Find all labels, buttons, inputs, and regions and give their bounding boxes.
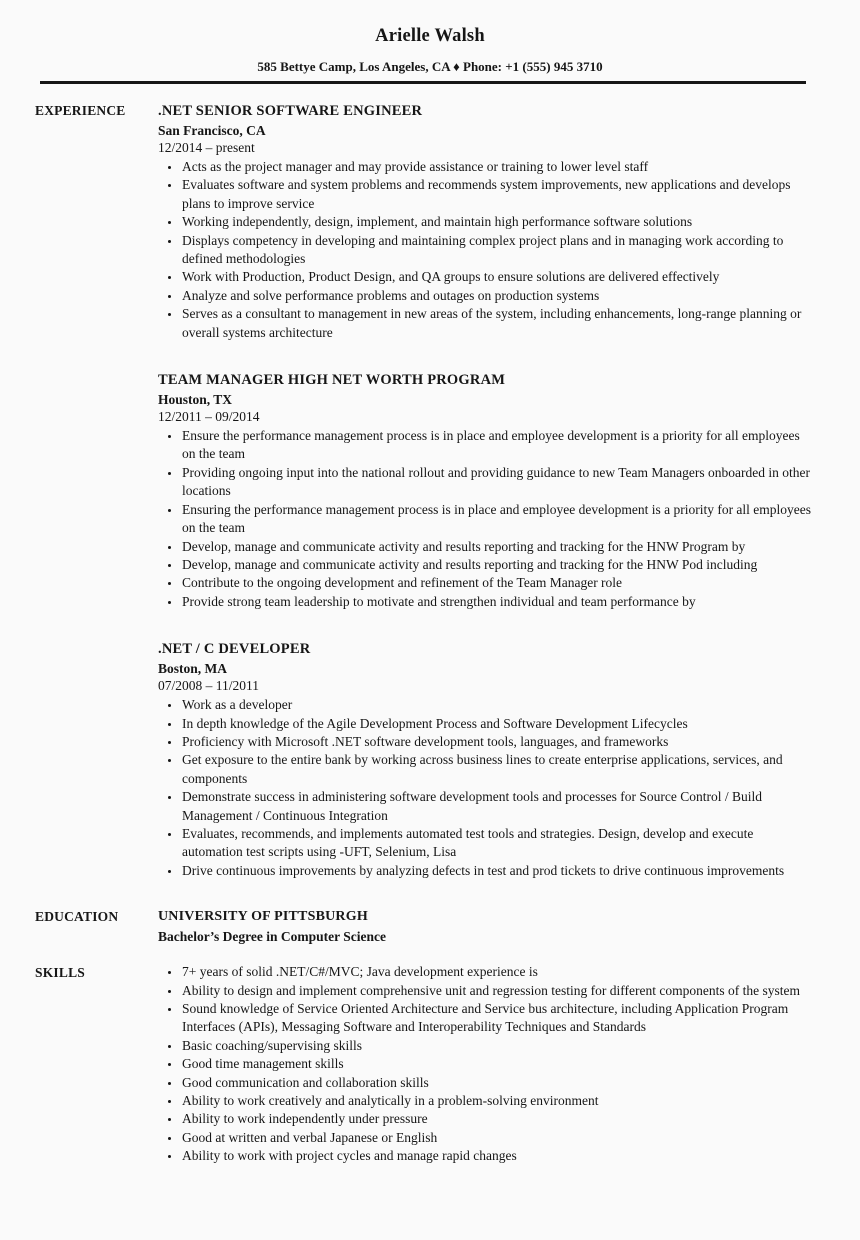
- section-label-experience: EXPERIENCE: [35, 103, 126, 118]
- bullet-item: • Providing ongoing input into the national rollout and providing guidance to new Team Managers onboarded in other locations: [181, 464, 812, 501]
- skill-item: • Sound knowledge of Service Oriented Architecture and Service bus architecture, including Application Program Interfaces (APIs), Messaging Software and Interoperability Techniques and Standards: [181, 1000, 812, 1037]
- job-location: San Francisco, CA: [158, 123, 266, 138]
- job-dates: 12/2014 – present: [158, 140, 255, 155]
- skill-item: • Basic coaching/supervising skills: [181, 1037, 812, 1055]
- header-divider: [40, 81, 806, 84]
- bullet-item: • Demonstrate success in administering software development tools and processes for Source Control / Build Management / Continuous Integration: [181, 788, 812, 825]
- contact-line: 585 Bettye Camp, Los Angeles, CA ♦ Phone: +1 (555) 945 3710: [257, 59, 603, 74]
- skill-item: • Ability to work independently under pressure: [181, 1110, 812, 1128]
- degree: Bachelor’s Degree in Computer Science: [158, 929, 386, 945]
- bullet-item: • Evaluates software and system problems and recommends system improvements, new applications and develops plans to improve service: [181, 176, 812, 213]
- skills-section: [35, 963, 812, 1165]
- school-name: UNIVERSITY OF PITTSBURGH: [158, 909, 368, 925]
- job-title: .NET SENIOR SOFTWARE ENGINEER: [158, 103, 423, 119]
- education-section: [35, 907, 812, 946]
- job-dates: 12/2011 – 09/2014: [158, 409, 260, 425]
- job-location: Boston, MA: [158, 661, 228, 677]
- section-label-skills: SKILLS: [35, 965, 85, 981]
- bullet-item: • Develop, manage and communicate activity and results reporting and tracking for the HNW Pod including: [181, 556, 812, 574]
- bullet-item: • Analyze and solve performance problems and outages on production systems: [181, 287, 812, 305]
- experience-content: [158, 101, 812, 880]
- bullet-item: • Proficiency with Microsoft .NET software development tools, languages, and frameworks: [181, 733, 812, 751]
- job-entry: [158, 101, 812, 342]
- bullet-item: • Evaluates, recommends, and implements automated test tools and strategies. Design, develop and execute automation test scripts using -UFT, Selenium, Lisa: [181, 825, 812, 862]
- skill-item: • 7+ years of solid .NET/C#/MVC; Java development experience is: [181, 963, 812, 981]
- bullet-item: • In depth knowledge of the Agile Development Process and Software Development Lifecycles: [181, 715, 812, 733]
- job-title: TEAM MANAGER HIGH NET WORTH PROGRAM: [158, 372, 506, 389]
- bullet-item: • Serves as a consultant to management in new areas of the system, including enhancements, long-range planning or overall systems architecture: [181, 305, 812, 342]
- skill-item: • Ability to design and implement comprehensive unit and regression testing for different components of the system: [181, 982, 812, 1000]
- bullet-item: • Drive continuous improvements by analyzing defects in test and prod tickets to drive continuous improvements: [181, 862, 812, 880]
- bullet-list: [158, 696, 812, 880]
- job-location: Houston, TX: [158, 392, 233, 408]
- job-title: .NET / C DEVELOPER: [158, 641, 311, 658]
- bullet-item: • Contribute to the ongoing development and refinement of the Team Manager role: [181, 574, 812, 592]
- bullet-item: • Displays competency in developing and maintaining complex project plans and in managing work according to defined methodologies: [181, 232, 812, 269]
- resume-body: [0, 101, 860, 1166]
- bullet-item: • Work as a developer: [181, 696, 812, 714]
- education-content: [158, 907, 812, 946]
- skill-item: • Good time management skills: [181, 1055, 812, 1073]
- job-entry: [158, 370, 812, 611]
- skill-item: • Ability to work creatively and analytically in a problem-solving environment: [181, 1092, 812, 1110]
- bullet-list: [158, 427, 812, 611]
- section-label-education: EDUCATION: [35, 909, 119, 925]
- bullet-item: • Ensure the performance management process is in place and employee development is a priority for all employees on the team: [181, 427, 812, 464]
- experience-section: [35, 101, 812, 880]
- job-entry: [158, 639, 812, 880]
- bullet-item: • Develop, manage and communicate activity and results reporting and tracking for the HNW Program by: [181, 538, 812, 556]
- skills-content: [158, 963, 812, 1165]
- resume-header: [0, 0, 860, 84]
- bullet-item: • Provide strong team leadership to motivate and strengthen individual and team performance by: [181, 593, 812, 611]
- bullet-item: • Acts as the project manager and may provide assistance or training to lower level staff: [181, 158, 812, 176]
- person-name: Arielle Walsh: [375, 26, 485, 46]
- bullet-item: • Working independently, design, implement, and maintain high performance software solutions: [181, 213, 812, 231]
- skills-list: [158, 963, 812, 1165]
- skill-item: • Good communication and collaboration skills: [181, 1074, 812, 1092]
- job-dates: 07/2008 – 11/2011: [158, 678, 259, 694]
- bullet-list: [158, 158, 812, 342]
- bullet-item: • Get exposure to the entire bank by working across business lines to create enterprise applications, services, and components: [181, 751, 812, 788]
- bullet-item: • Ensuring the performance management process is in place and employee development is a priority for all employees on the team: [181, 501, 812, 538]
- skill-item: • Ability to work with project cycles and manage rapid changes: [181, 1147, 812, 1165]
- skill-item: • Good at written and verbal Japanese or English: [181, 1129, 812, 1147]
- bullet-item: • Work with Production, Product Design, and QA groups to ensure solutions are delivered effectively: [181, 268, 812, 286]
